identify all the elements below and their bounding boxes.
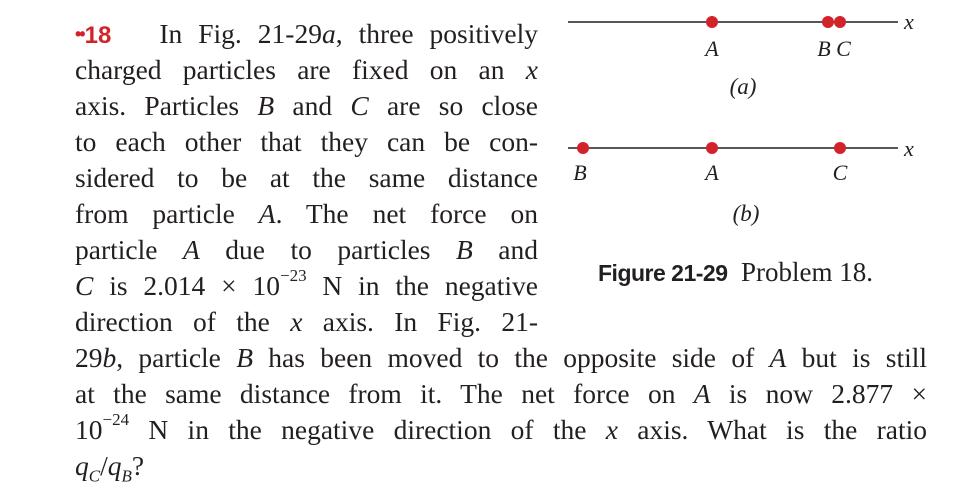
panel-a-label: (a): [729, 74, 757, 99]
label-c-panel-b: C: [832, 160, 848, 185]
problem-line-12: $10^{-24}$ N in the negative direction of the x axis. What is the ratio: [75, 409, 927, 445]
problem-line-11: at the same distance from it. The net force on A is now 2.877 ×: [75, 378, 927, 409]
problem-line-8: C is $2.014 \times 10^{-23}$ N in the negative: [75, 265, 538, 301]
problem-line-5: sidered to be at the same distance: [75, 162, 538, 193]
axis-label-b: x: [904, 136, 914, 161]
axis-label-a: x: [904, 9, 914, 34]
problem-number: ••18: [75, 22, 112, 49]
problem-line-2: charged particles are fixed on an x: [75, 54, 538, 85]
caption-label: Figure 21-29: [598, 260, 728, 286]
problem-line-9: direction of the x axis. In Fig. 21-: [75, 306, 538, 337]
figure-caption: [598, 255, 873, 290]
label-bc-panel-a: B C: [817, 36, 851, 61]
particle-a-panel-a: [706, 16, 718, 28]
particle-b-panel-a: [822, 16, 834, 28]
particle-c-panel-b: [834, 142, 846, 154]
problem-line-10: 29b, particle B has been moved to the opposite side of A but is still: [75, 342, 928, 373]
problem-line-3: axis. Particles B and C are so close: [75, 90, 538, 121]
caption-text: Problem 18.: [741, 257, 873, 287]
panel-b-label: (b): [732, 201, 760, 226]
problem-line-1: ••18 In Fig. 21-29a, three positively: [75, 18, 538, 49]
problem-line-7: particle A due to particles B and: [75, 234, 538, 265]
particle-a-panel-b: [706, 142, 718, 154]
particle-b-panel-b: [577, 142, 589, 154]
problem-line-6: from particle A. The net force on: [75, 198, 538, 229]
problem-line-13: $q_C/q_B$?: [75, 450, 145, 486]
label-a-panel-a: A: [705, 36, 719, 61]
particle-c-panel-a: [834, 16, 846, 28]
problem-line-4: to each other that they can be con-: [75, 126, 538, 157]
label-b-panel-b: B: [573, 160, 587, 185]
label-a-panel-b: A: [705, 160, 719, 185]
